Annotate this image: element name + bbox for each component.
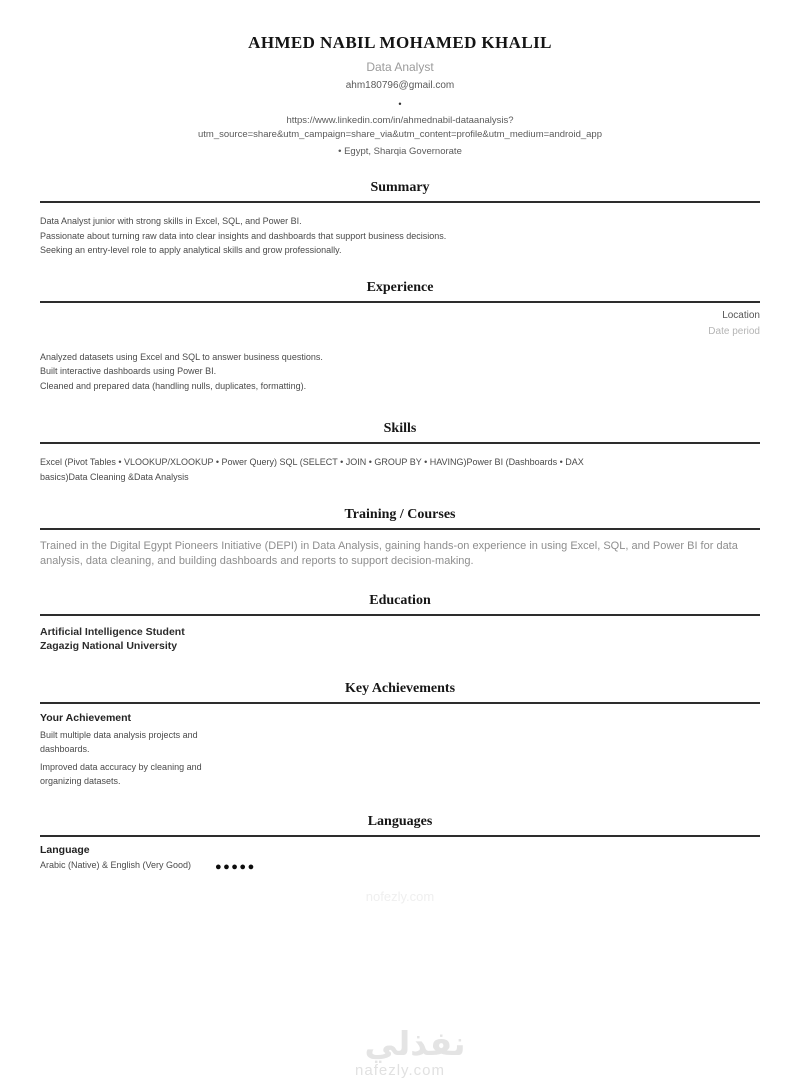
skills-title: Skills [383, 421, 417, 436]
experience-divider [40, 301, 760, 303]
summary-line: Passionate about turning raw data into clear insights and dashboards that support business decisions. [40, 230, 447, 241]
experience-line: Analyzed datasets using Excel and SQL to answer business questions. [40, 351, 323, 362]
summary-body [40, 214, 760, 258]
education-title: Education [369, 593, 431, 608]
linkedin-url-line2[interactable]: utm_source=share&utm_campaign=share_via&utm_content=profile&utm_medium=android_app [198, 129, 602, 140]
languages-divider [40, 835, 760, 837]
training-title: Training / Courses [344, 507, 456, 522]
training-text: Trained in the Digital Egypt Pioneers Initiative (DEPI) in Data Analysis, gaining hands-on experience in using Excel, SQL, and Power BI for data analysis, data cleaning, and building dashboards and reports to support decision-making. [40, 540, 738, 567]
education-divider [40, 614, 760, 616]
section-skills [40, 421, 760, 485]
experience-location-label: Location [722, 309, 760, 321]
achievements-title: Key Achievements [344, 681, 456, 696]
section-training [40, 507, 760, 569]
achievements-divider [40, 702, 760, 704]
skills-divider [40, 442, 760, 444]
job-title: Data Analyst [366, 60, 434, 74]
languages-title: Languages [367, 814, 433, 829]
section-education [40, 593, 760, 653]
education-degree: Artificial Intelligence Student [40, 626, 185, 638]
language-proficiency-dots-icon: ●●●●● [215, 861, 256, 873]
nafezly-logo: نفذلي [364, 1024, 466, 1063]
achievement-paragraph: Improved data accuracy by cleaning and organizing datasets. [40, 762, 202, 786]
summary-divider [40, 201, 760, 203]
location-text: • Egypt, Sharqia Governorate [338, 146, 462, 157]
candidate-name: AHMED NABIL MOHAMED KHALIL [248, 33, 552, 52]
language-row [40, 859, 760, 873]
linkedin-url-line1[interactable]: https://www.linkedin.com/in/ahmednabil-dataanalysis? [286, 115, 514, 126]
summary-line: Seeking an entry-level role to apply analytical skills and grow professionally. [40, 245, 342, 255]
resume-header [0, 0, 800, 157]
language-text: Arabic (Native) & English (Very Good) [40, 860, 192, 870]
summary-title: Summary [370, 180, 430, 195]
summary-line: Data Analyst junior with strong skills in Excel, SQL, and Power BI. [40, 216, 302, 226]
achievement-heading: Your Achievement [40, 712, 132, 724]
nafezly-site-watermark: nafezly.com [355, 1062, 445, 1079]
education-school: Zagazig National University [40, 639, 178, 652]
email-text[interactable]: ahm180796@gmail.com [345, 80, 455, 91]
experience-meta [40, 310, 760, 337]
training-divider [40, 528, 760, 530]
section-experience [40, 280, 760, 394]
linkedin-url[interactable] [0, 114, 800, 142]
skills-text: Excel (Pivot Tables • VLOOKUP/XLOOKUP • Power Query) SQL (SELECT • JOIN • GROUP BY • HAVING)Power BI (Dashboards • DAX basics)Data Cleaning &Data Analysis [40, 457, 584, 482]
experience-body [40, 350, 760, 394]
section-summary [40, 180, 760, 258]
experience-line: Cleaned and prepared data (handling nulls, duplicates, formatting). [40, 380, 307, 391]
experience-title: Experience [366, 279, 434, 295]
faint-watermark-text: nofezly.com [365, 889, 435, 904]
separator-bullet-icon: • [398, 99, 402, 109]
experience-date-label: Date period [708, 325, 760, 337]
section-languages [40, 814, 760, 873]
language-heading: Language [40, 844, 90, 856]
section-achievements [40, 681, 760, 788]
experience-line: Built interactive dashboards using Power BI. [40, 366, 217, 376]
achievement-paragraph: Built multiple data analysis projects and dashboards. [40, 730, 198, 754]
